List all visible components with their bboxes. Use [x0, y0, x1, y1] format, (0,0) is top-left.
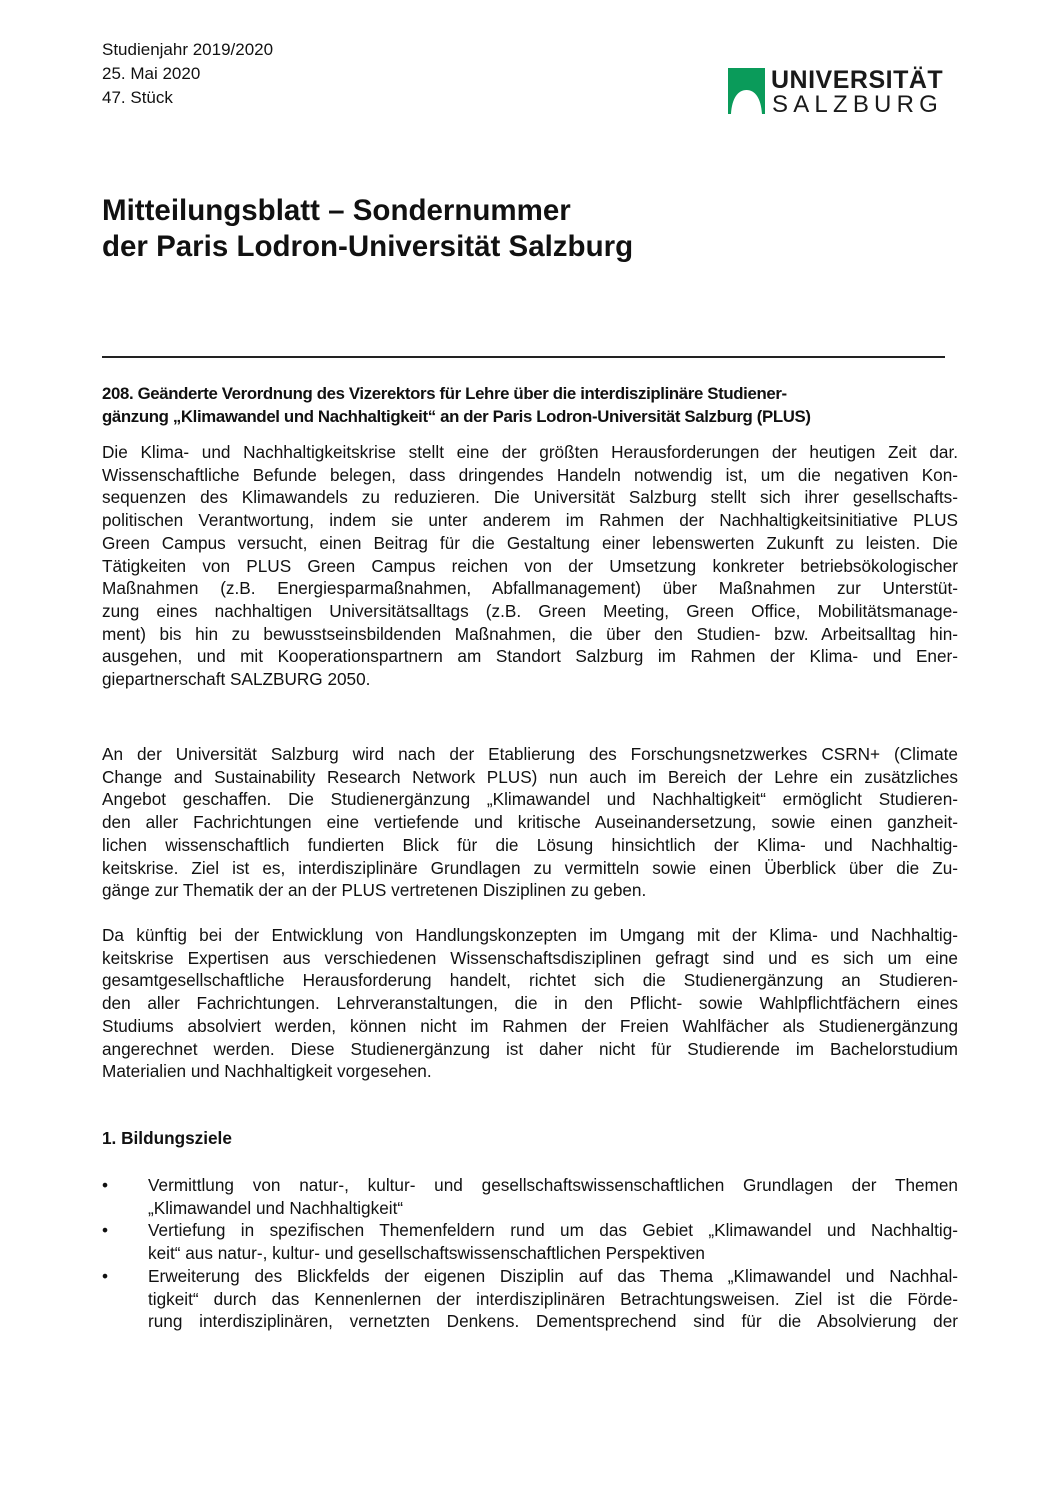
paragraph-line: giepartnerschaft SALZBURG 2050.	[102, 669, 371, 690]
paragraph-audience	[102, 924, 958, 1083]
list-item	[102, 1265, 958, 1333]
paragraph-line: lichen wissenschaftlich fundierten Blick für die Lösung hinsichtlich der Klima- und Nachhaltig-	[102, 834, 958, 855]
horizontal-divider	[102, 356, 945, 358]
paragraph-line: Die Klima- und Nachhaltigkeitskrise stellt eine der größten Herausforderungen der heutigen Zeit dar.	[102, 442, 958, 462]
heading-line: gänzung „Klimawandel und Nachhaltigkeit“ an der Paris Lodron-Universität Salzburg (PLUS)	[102, 406, 811, 426]
list-item-line: Erweiterung des Blickfelds der eigenen Disziplin auf das Thema „Klimawandel und Nachhal-	[148, 1265, 958, 1286]
issue-number: 47. Stück	[102, 88, 173, 107]
paragraph-line: ment) bis hin zu bewusstseinsbildenden Maßnahmen, die über den Studien- bzw. Arbeitsalltag hin-	[102, 623, 958, 644]
bullet-icon: •	[102, 1220, 109, 1241]
paragraph-line: An der Universität Salzburg wird nach der Etablierung des Forschungsnetzwerkes CSRN+ (Climate	[102, 744, 958, 764]
bullet-icon: •	[102, 1175, 109, 1195]
page-title	[102, 193, 633, 265]
university-logo	[728, 66, 944, 120]
list-item-line: „Klimawandel und Nachhaltigkeit“	[148, 1197, 404, 1218]
publication-date: 25. Mai 2020	[102, 64, 201, 83]
paragraph-line: Change and Sustainability Research Network PLUS) nun auch im Bereich der Lehre ein zusätzliches	[102, 766, 958, 787]
bullet-icon: •	[102, 1265, 109, 1286]
list-item	[102, 1219, 958, 1264]
paragraph-offer	[102, 743, 958, 902]
page-title-line: der Paris Lodron-Universität Salzburg	[102, 230, 634, 263]
paragraph-intro	[102, 441, 958, 691]
paragraph-line: Tätigkeiten von PLUS Green Campus reichen von der Umsetzung konkreter betriebsökologischer	[102, 555, 958, 576]
paragraph-line: keitskrise. Ziel ist es, interdisziplinäre Grundlagen zu vermitteln sowie einen Überblick über die Zu-	[102, 857, 958, 878]
list-item-line: tigkeit“ durch das Kennenlernen der interdisziplinären Betrachtungsweisen. Ziel ist die Förde-	[148, 1288, 958, 1309]
paragraph-line: keitskrise Expertisen aus verschiedenen Wissenschaftsdisziplinen gefragt sind und es sich um eine	[102, 947, 958, 968]
list-item-line: Vertiefung in spezifischen Themenfeldern rund um das Gebiet „Klimawandel und Nachhaltig-	[148, 1220, 958, 1241]
list-item-line: Vermittlung von natur-, kultur- und gesellschaftswissenschaftlichen Grundlagen der Themen	[148, 1175, 958, 1195]
list-item	[102, 1174, 958, 1219]
paragraph-line: den aller Fachrichtungen. Lehrveranstaltungen, die in den Pflicht- sowie Wahlpflichtfächern eines	[102, 993, 958, 1014]
paragraph-line: zung eines nachhaltigen Universitätsalltags (z.B. Green Meeting, Green Office, Mobilitätsmanage-	[102, 600, 958, 621]
page-title-line: Mitteilungsblatt – Sondernummer	[102, 194, 571, 227]
paragraph-line: Studiums absolviert werden, können nicht im Rahmen der Freien Wahlfächer als Studienergänzung	[102, 1015, 958, 1036]
heading-line: 208. Geänderte Verordnung des Vizerektors für Lehre über die interdisziplinäre Studiener-	[102, 384, 787, 403]
list-item-line: keit“ aus natur-, kultur- und gesellschaftswissenschaftlichen Perspektiven	[148, 1243, 705, 1264]
paragraph-line: angerechnet werden. Diese Studienergänzung ist daher nicht für Studierende im Bachelorstudium	[102, 1038, 958, 1059]
paragraph-line: gesamtgesellschaftliche Herausforderung handelt, richtet sich die Studienergänzung an Studieren-	[102, 970, 958, 991]
paragraph-line: den aller Fachrichtungen eine vertiefende und kritische Auseinandersetzung, sowie einen ganzheit-	[102, 812, 958, 833]
paragraph-line: Da künftig bei der Entwicklung von Handlungskonzepten im Umgang mit der Klima- und Nachhaltig-	[102, 925, 958, 945]
list-item-line: rung interdisziplinären, vernetzten Denkens. Dementsprechend sind für die Absolvierung der	[148, 1311, 958, 1332]
paragraph-line: Green Campus versucht, einen Beitrag für die Gestaltung einer lebenswerten Zukunft zu leisten. Die	[102, 532, 958, 553]
paragraph-line: Angebot geschaffen. Die Studienergänzung „Klimawandel und Nachhaltigkeit“ ermöglicht Studieren-	[102, 789, 958, 810]
section-heading: 1. Bildungsziele	[102, 1128, 232, 1148]
arch-mark-icon	[728, 68, 765, 114]
list-item-text	[148, 1174, 958, 1219]
paragraph-line: Wissenschaftliche Befunde belegen, dass dringendes Handeln notwendig ist, um die negativen Kon-	[102, 464, 958, 485]
list-item-text	[148, 1265, 958, 1333]
logo-wordmark-line2: SALZBURG	[772, 91, 943, 118]
academic-year: Studienjahr 2019/2020	[102, 40, 274, 59]
paragraph-line: ausgehen, und mit Kooperationspartnern am Standort Salzburg im Rahmen der Klima- und Ener-	[102, 646, 958, 667]
paragraph-line: Maßnahmen (z.B. Energiesparmaßnahmen, Abfallmanagement) über Maßnahmen zur Unterstüt-	[102, 578, 958, 599]
paragraph-line: Materialien und Nachhaltigkeit vorgesehen.	[102, 1061, 432, 1082]
paragraph-line: gänge zur Thematik der an der PLUS vertretenen Disziplinen zu geben.	[102, 880, 647, 901]
paragraph-line: sequenzen des Klimawandels zu reduzieren. Die Universität Salzburg stellt sich ihrer gesellschafts-	[102, 487, 958, 508]
regulation-heading	[102, 383, 958, 428]
logo-wordmark-line1: UNIVERSITÄT	[771, 66, 944, 94]
document-meta	[102, 38, 273, 110]
list-item-text	[148, 1219, 958, 1264]
paragraph-line: politischen Verantwortung, indem sie unter anderem im Rahmen der Nachhaltigkeitsinitiative PLUS	[102, 510, 958, 531]
educational-goals-list	[102, 1174, 958, 1333]
